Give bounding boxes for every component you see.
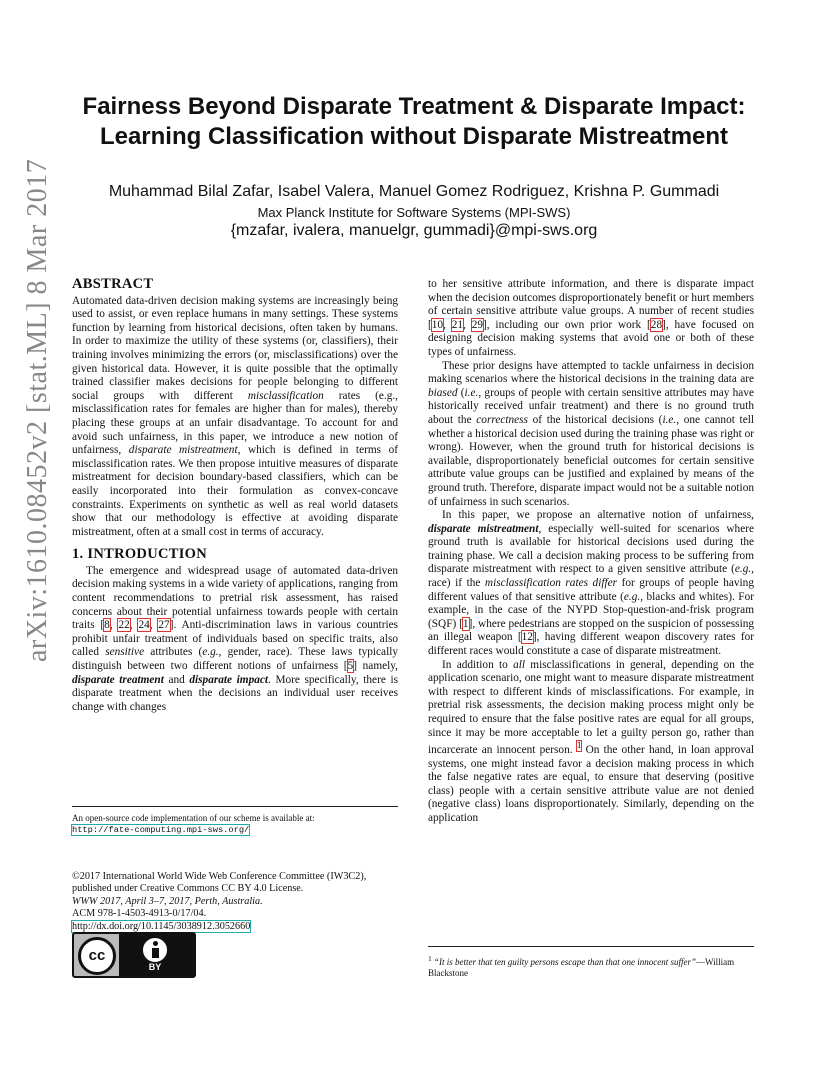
right-column <box>428 278 754 826</box>
body-paragraph: In addition to all misclassifications in general, depending on the application scenario, one might want to measure disparate mistreatment with respect to different kinds of misclassifications. For example, in pretrial risk assessments, the decision making process might only be required to ensure that the false positive rates are equal for all groups, since it may be more acceptable to let a guilty person go, rather than incarcerate an innocent person. $^1$ On the other hand, in loan approval systems, one might instead favor a decision making process in which the false negative rates are equal, to ensure that deserving (positive class) people with a certain sensitive attribute value are not denied (negative class) loans disproportionately. Similarly, depending on the application <box>428 658 754 824</box>
citation-link[interactable]: 24 <box>138 619 150 632</box>
citation-link[interactable]: 22 <box>118 619 130 632</box>
copyright-block: ©2017 International World Wide Web Conference Committee (IW3C2), published under Creative Commons CC BY 4.0 License. WWW 2017, April 3–7, 2017, Perth, Australia. ACM 978-1-4503-4913-0/17/04. http://dx.doi.org/10.1145/3038912.3052660 <box>72 871 367 932</box>
title-line-1: Fairness Beyond Disparate Treatment & Disparate Impact: <box>82 93 746 120</box>
paper-title <box>40 92 788 152</box>
citation-link[interactable]: 27 <box>158 619 170 632</box>
arxiv-stamp: arXiv:1610.08452v2 [stat.ML] 8 Mar 2017 <box>22 158 53 662</box>
citation-link[interactable]: 5 <box>347 660 354 673</box>
code-footnote: An open-source code implementation of our scheme is available at: http://fate-computing.mpi-sws.org/ <box>72 806 398 836</box>
left-column <box>72 278 398 714</box>
citation-link[interactable]: 28 <box>650 318 663 331</box>
abstract-heading: ABSTRACT <box>72 276 154 292</box>
body-paragraph: These prior designs have attempted to tackle unfairness in decision making scenarios where the historical decisions in the training data are biased (i.e., groups of people with certain sensitive attributes may have historically received unfair treatment) and there is no ground truth about the correctness of the historical decisions (i.e., one cannot tell whether a historical decision used during the training phase was right or wrong). However, when the ground truth for historical decisions is available, disproportionately beneficial outcomes for certain sensitive attribute value groups can be justified and explained by means of the ground truth. Therefore, disparate impact would not be a suitable notion of unfairness in such scenarios. <box>428 359 754 508</box>
body-paragraph: to her sensitive attribute information, and there is disparate impact when the decision outcomes disproportionately benefit or hurt members of certain sensitive attribute value groups. A number of recent studies [10, 21, 29], including our own prior work [28], have focused on designing decision making systems that avoid one or both of these types of unfairness. <box>428 278 754 358</box>
author-list: Muhammad Bilal Zafar, Isabel Valera, Manuel Gomez Rodriguez, Krishna P. Gummadi <box>108 183 720 200</box>
abstract-text: Automated data-driven decision making systems are increasingly being used to assist, or even replace humans in many settings. These systems function by learning from historical decisions, often taken by humans. In order to maximize the utility of these systems (or, classifiers), their training involves minimizing the errors (or, misclassifications) over the given historical data. However, it is quite possible that the optimally trained classifier makes decisions for people belonging to different social groups with different misclassification rates (e.g., misclassification rates for females are higher than for males), thereby placing these groups at an unfair disadvantage. To account for and avoid such unfairness, in this paper, we introduce a new notion of unfairness, disparate mistreatment, which is defined in terms of misclassification rates. We then propose intuitive measures of disparate mistreatment for decision boundary-based classifiers, which can be easily incorporated into their formulation as convex-concave constraints. Experiments on synthetic as well as real world datasets show that our methodology is effective at avoiding disparate mistreatment, often at a small cost in terms of accuracy. <box>72 294 399 538</box>
citation-link[interactable]: 21 <box>451 318 464 331</box>
cc-by-license-badge[interactable] <box>72 932 196 978</box>
title-line-2: Learning Classification without Disparate Mistreatment <box>99 123 729 150</box>
citation-link[interactable]: 8 <box>104 619 110 632</box>
cc-logo-icon: cc <box>78 937 116 975</box>
introduction-heading: 1. INTRODUCTION <box>72 546 208 563</box>
person-icon <box>141 936 169 964</box>
cc-by-label: BY <box>148 962 162 972</box>
doi-link[interactable]: http://dx.doi.org/10.1145/3038912.3052660 <box>72 920 251 932</box>
author-emails: {mzafar, ivalera, manuelgr, gummadi}@mpi-sws.org <box>230 222 598 239</box>
citation-link[interactable]: 1 <box>462 617 469 630</box>
body-paragraph: In this paper, we propose an alternative notion of unfairness, disparate mistreatment, especially well-suited for scenarios where ground truth is available for historical decisions used during the training phase. We call a decision making process to be suffering from disparate mistreatment with respect to a given sensitive attribute (e.g., race) if the misclassification rates differ for groups of people having different values of that sensitive attribute (e.g., blacks and whites). For example, in the case of the NYPD Stop-question-and-frisk program (SQF) [1], where pedestrians are stopped on the suspicion of possessing an illegal weapon [12], having different weapon discovery rates for different races would constitute a case of disparate mistreatment. <box>428 509 755 658</box>
intro-paragraph: The emergence and widespread usage of automated data-driven decision making systems in a wide variety of applications, ranging from content recommendations to pretrial risk assessment, has raised concerns about their potential unfairness towards people with certain traits [8, 22, 24, 27]. Anti-discrimination laws in various countries prohibit unfair treatment of individuals based on specific traits, also called sensitive attributes (e.g., gender, race). These laws typically distinguish between two different notions of unfairness [5] namely, disparate treatment and disparate impact. More specifically, there is disparate treatment when the decisions an individual user receives change with changes <box>72 564 399 713</box>
code-url-link[interactable]: http://fate-computing.mpi-sws.org/ <box>72 825 250 835</box>
footnote-link[interactable]: 1 <box>576 741 582 752</box>
citation-link[interactable]: 12 <box>521 631 533 644</box>
citation-link[interactable]: 29 <box>471 318 483 331</box>
citation-link[interactable]: 10 <box>431 318 444 331</box>
quote-footnote: $^1$ “It is better that ten guilty persons escape than that one innocent suffer”—William Blackstone <box>428 946 754 979</box>
affiliation: Max Planck Institute for Software Systems (MPI-SWS) <box>257 205 571 220</box>
